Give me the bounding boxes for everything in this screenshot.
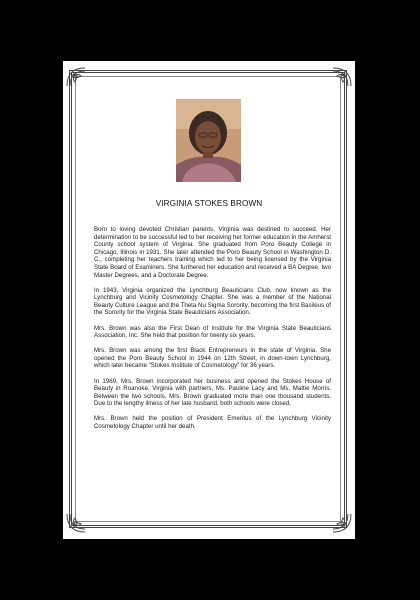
ornamental-corner-icon [331,66,353,88]
paragraph: In 1969, Mrs. Brown incorporated her business and opened the Stokes House of Beauty in Roanoke, Virginia with partners, Ms. Pauline Lacy and Ms. Mattie Morris. Between the two schools, Mrs. Brown graduated more than one thousand students. Due to the lengthy illness of her late husband, both schools were closed. [94,377,331,408]
bottom-black-band [0,540,420,600]
portrait-photo [176,99,241,182]
ornamental-corner-icon [65,512,87,534]
top-black-band [0,0,420,60]
biography-text [94,226,331,438]
document-page [63,61,355,539]
page-title: VIRGINIA STOKES BROWN [155,199,263,208]
ornamental-corner-icon [65,66,87,88]
portrait-image [176,99,241,182]
paragraph: Born to loving devoted Christian parents, Virginia was destined to succeed. Her determination to be successful led to her receiving her former education in the Amherst County school system of Virginia. She graduated from Poro Beauty College in Chicago, Illinois in 1931. She later attended the Poro Beauty School in Washington D. C., completing her teachers training which led to her being licensed by the Virginia State Board of Examiners. She furthered her education and received a BA Degree, two Master Degrees, and a Doctorate Degree. [94,226,331,279]
ornamental-corner-icon [331,512,353,534]
paragraph: Mrs. Brown held the position of President Emeritus of the Lynchburg Vicinity Cosmetology Chapter until her death. [94,415,331,430]
paragraph: In 1943, Virginia organized the Lynchburg Beauticians Club, now known as the Lynchburg and Vicinity Cosmetology Chapter. She was a member of the National Beauty Culture League and the Theta Nu Sigma Sorority, becoming the first Basileus of the Sorority for the Virginia State Beauticians Association. [94,286,332,317]
paragraph: Mrs. Brown was among the first Black Entrepreneurs in the state of Virginia. She opened the Poro Beauty School in 1944 on 12th Street, in down-town Lynchburg, which later became "Stokes Institute of Cosmetology" for 36 years. [94,347,331,370]
paragraph: Mrs. Brown was also the First Dean of Institute for the Virginia State Beauticians Association, Inc. She held that position for twenty six years. [94,324,331,340]
